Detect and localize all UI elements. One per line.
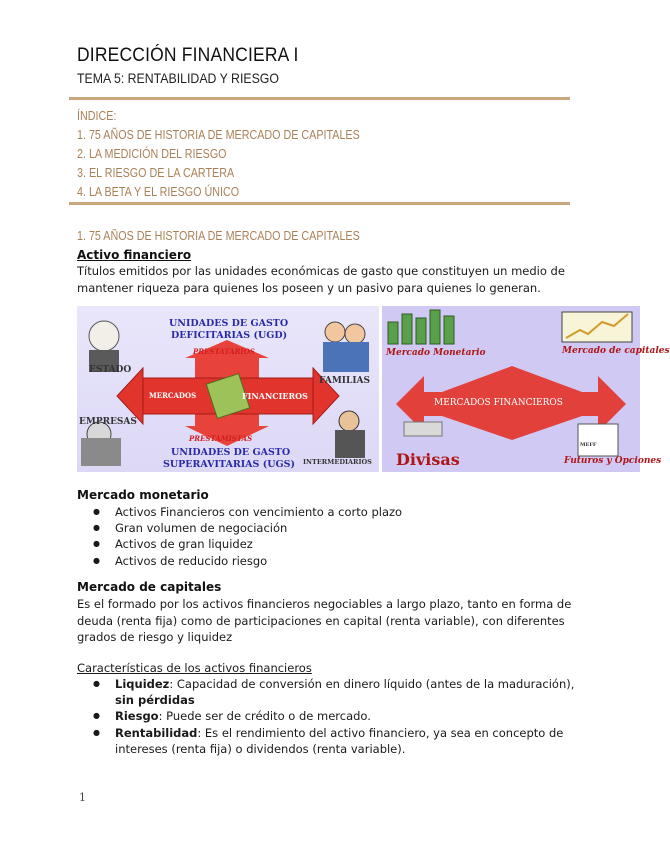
liquidez-desc: : Capacidad de conversión en dinero líquido (antes de la maduración), — [169, 677, 575, 691]
caracteristicas-title: Características de los activos financieros — [77, 661, 312, 675]
toc-label: ÍNDICE: — [77, 109, 117, 123]
ugd-label-1: UNIDADES DE GASTO — [169, 318, 289, 329]
activo-financiero-text: Títulos emitidos por las unidades económicas de gasto que constituyen un medio de mantener riqueza para quienes los poseen y un pasivo para quienes lo generan. — [77, 264, 565, 295]
toc-item[interactable]: 3. EL RIESGO DE LA CARTERA — [77, 166, 235, 180]
mercado-capitales-text: Es el formado por los activos financieros negociables a largo plazo, tanto en forma de deuda (renta fija) como de participaciones en capital (renta variable), con diferentes grados de riesgo y liquidez — [77, 597, 572, 644]
meff-label: MEFF — [580, 442, 597, 448]
ugs-label-1: UNIDADES DE GASTO — [171, 447, 291, 458]
riesgo-desc: : Puede ser de crédito o de mercado. — [158, 709, 371, 724]
ugs-label-2: SUPERAVITARIAS (UGS) — [163, 459, 295, 470]
mercado-capitales-title: Mercado de capitales — [77, 580, 222, 594]
prestamistas-label: PRESTAMISTAS — [189, 434, 253, 443]
futuros-opciones-label: Futuros y Opciones — [564, 456, 662, 466]
estado-label: ESTADO — [89, 365, 132, 375]
term-liquidez: Liquidez — [115, 677, 170, 691]
table-of-contents — [77, 107, 360, 202]
figure-tipos-mercados — [382, 306, 670, 472]
list-item: ● Activos de gran liquidez — [115, 536, 585, 552]
mercados-label: MERCADOS — [149, 391, 197, 400]
list-item: ● Gran volumen de negociación — [115, 520, 585, 536]
mercado-capitales-label: Mercado de capitales — [562, 346, 670, 356]
financieros-label: FINANCIEROS — [242, 391, 308, 401]
intermediarios-label: INTERMEDIARIOS — [303, 458, 372, 466]
divisas-label: Divisas — [396, 450, 460, 469]
toc-item[interactable]: 2. LA MEDICIÓN DEL RIESGO — [77, 147, 227, 161]
document-title: DIRECCIÓN FINANCIERA I — [77, 45, 299, 66]
section-heading: 1. 75 AÑOS DE HISTORIA DE MERCADO DE CAPITALES — [77, 229, 360, 243]
divider-top — [69, 97, 570, 100]
list-item: ● Activos Financieros con vencimiento a corto plazo — [115, 504, 585, 520]
term-rentabilidad: Rentabilidad — [115, 725, 198, 740]
mercados-financieros-label: MERCADOS FINANCIEROS — [434, 398, 563, 408]
figure-mercados-financieros-flujos — [77, 306, 379, 472]
ugd-label-2: DEFICITARIAS (UGD) — [171, 330, 288, 341]
market-types-graphic — [382, 306, 640, 472]
liquidez-strong: sin pérdidas — [115, 693, 195, 708]
list-item — [115, 676, 575, 708]
empresas-label: EMPRESAS — [79, 417, 137, 427]
rentabilidad-desc: : Es el rendimiento del activo financiero, ya sea en concepto de intereses (renta fija) o dividendos (renta variable). — [115, 725, 564, 756]
caracteristicas-list — [77, 676, 575, 757]
list-item — [115, 708, 575, 724]
list-item: ● Activos de reducido riesgo — [115, 553, 585, 569]
mercado-monetario-label: Mercado Monetario — [386, 348, 486, 358]
prestatarios-label: PRESTATARIOS — [193, 347, 255, 356]
list-item — [115, 725, 575, 757]
divider-bottom — [69, 202, 570, 205]
mercado-monetario-list — [77, 504, 585, 569]
familias-label: FAMILIAS — [319, 376, 371, 386]
toc-item[interactable]: 1. 75 AÑOS DE HISTORIA DE MERCADO DE CAPITALES — [77, 128, 360, 142]
document-subtitle: TEMA 5: RENTABILIDAD Y RIESGO — [77, 70, 279, 86]
toc-item[interactable]: 4. LA BETA Y EL RIESGO ÚNICO — [77, 185, 240, 199]
activo-financiero-title: Activo financiero — [77, 248, 192, 262]
term-riesgo: Riesgo — [115, 709, 159, 724]
page-number: 1 — [79, 791, 86, 804]
mercado-monetario-title: Mercado monetario — [77, 488, 209, 502]
